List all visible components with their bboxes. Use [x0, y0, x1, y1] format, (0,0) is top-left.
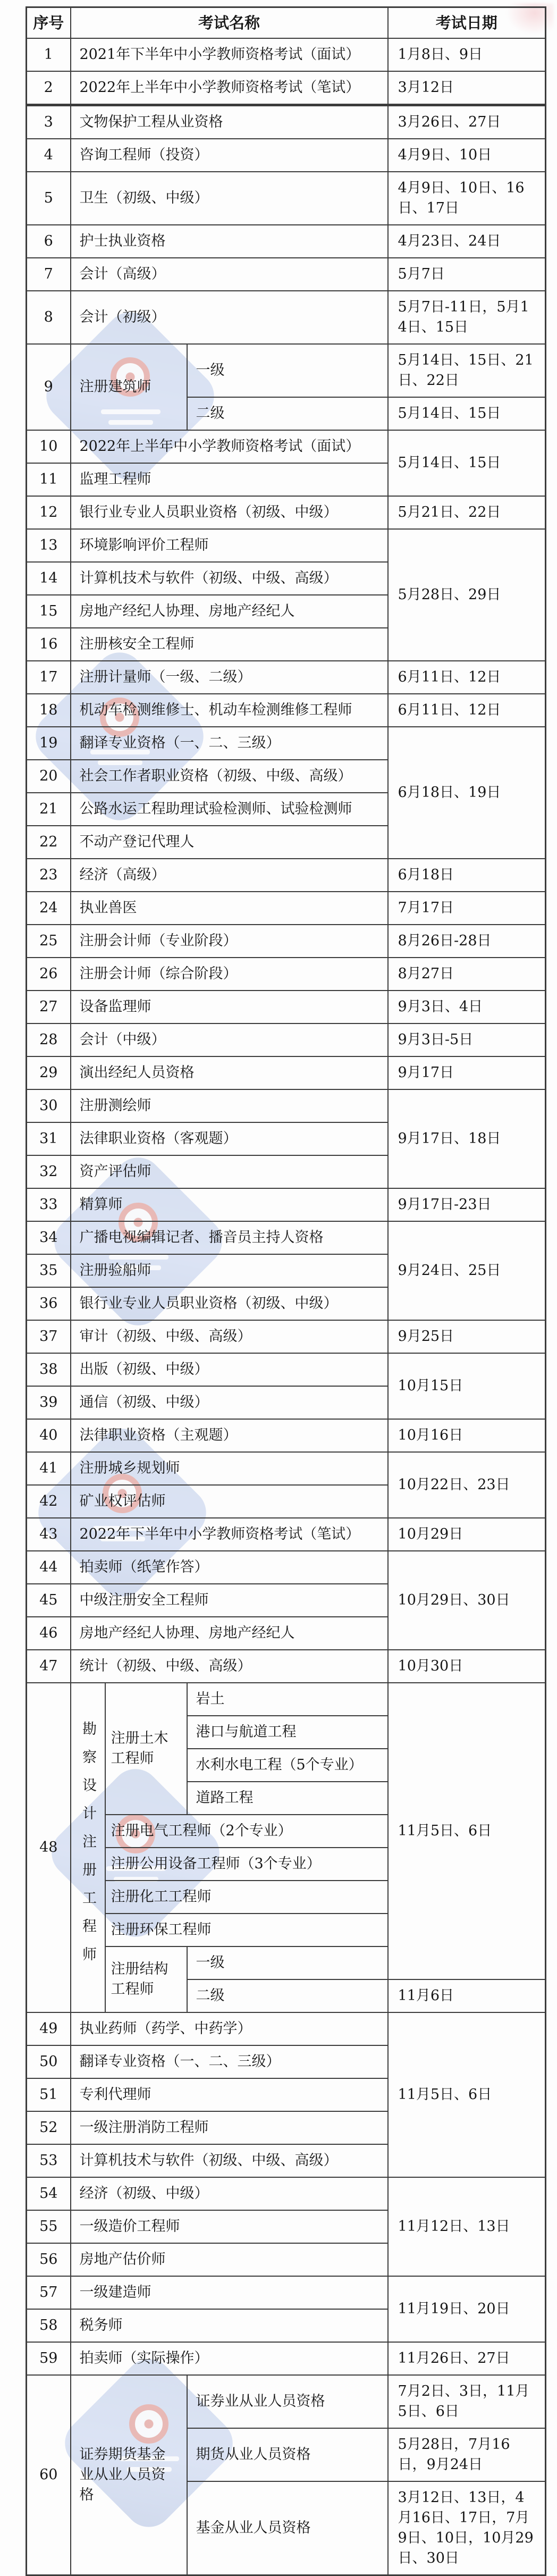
table-row — [27, 1023, 546, 1056]
exam-date: 4月9日、10日、16日、17日 — [388, 172, 546, 225]
exam-date: 6月11日、12日 — [388, 694, 546, 727]
table-row — [27, 344, 546, 397]
exam-name: 注册计量师（一级、二级） — [71, 661, 388, 694]
row-number: 15 — [27, 595, 71, 628]
row-number: 8 — [27, 291, 71, 344]
exam-date: 10月29日 — [388, 1518, 546, 1551]
exam-name: 经济（初级、中级） — [71, 2177, 388, 2210]
row-number: 44 — [27, 1551, 71, 1584]
row-number: 60 — [27, 2375, 71, 2575]
exam-name: 环境影响评价工程师 — [71, 529, 388, 562]
exam-name: 注册核安全工程师 — [71, 628, 388, 661]
exam-subgroup: 注册环保工程师 — [105, 1914, 388, 1946]
exam-name: 会计（初级） — [71, 291, 388, 344]
exam-date: 4月23日、24日 — [388, 225, 546, 258]
table-row — [27, 1221, 546, 1254]
row-number: 17 — [27, 661, 71, 694]
exam-name: 统计（初级、中级、高级） — [71, 1650, 388, 1683]
exam-name: 机动车检测维修士、机动车检测维修工程师 — [71, 694, 388, 727]
column-header: 序号 — [27, 7, 71, 39]
exam-subgroup: 注册结构工程师 — [105, 1946, 187, 2012]
row-number: 33 — [27, 1188, 71, 1221]
row-number: 45 — [27, 1584, 71, 1617]
exam-name: 一级造价工程师 — [71, 2210, 388, 2243]
row-number: 23 — [27, 859, 71, 892]
exam-name: 中级注册安全工程师 — [71, 1584, 388, 1617]
row-number: 19 — [27, 727, 71, 760]
table-row — [27, 38, 546, 71]
exam-name: 不动产登记代理人 — [71, 826, 388, 859]
exam-name: 房地产估价师 — [71, 2243, 388, 2276]
exam-schedule-body — [27, 7, 546, 2575]
row-number: 55 — [27, 2210, 71, 2243]
row-number: 2 — [27, 71, 71, 105]
exam-date: 6月18日、19日 — [388, 727, 546, 859]
row-number: 46 — [27, 1617, 71, 1650]
row-number: 47 — [27, 1650, 71, 1683]
table-row — [27, 694, 546, 727]
row-number: 38 — [27, 1353, 71, 1386]
table-row — [27, 105, 546, 139]
exam-name: 拍卖师（纸笔作答） — [71, 1551, 388, 1584]
table-row — [27, 172, 546, 225]
row-number: 50 — [27, 2045, 71, 2078]
exam-date: 4月9日、10日 — [388, 139, 546, 172]
row-number: 31 — [27, 1122, 71, 1155]
exam-name: 专利代理师 — [71, 2078, 388, 2111]
column-header: 考试日期 — [388, 7, 546, 39]
exam-name: 审计（初级、中级、高级） — [71, 1320, 388, 1353]
exam-date: 10月15日 — [388, 1353, 546, 1419]
row-number: 28 — [27, 1023, 71, 1056]
exam-name: 法律职业资格（主观题） — [71, 1419, 388, 1452]
exam-date: 7月2日、3日，11月5日、6日 — [388, 2375, 546, 2428]
exam-date: 10月16日 — [388, 1419, 546, 1452]
exam-date: 5月14日、15日 — [388, 430, 546, 496]
exam-date: 8月27日 — [388, 958, 546, 991]
exam-schedule-table — [26, 6, 546, 2576]
exam-name: 精算师 — [71, 1188, 388, 1221]
exam-subitem: 一级 — [187, 344, 388, 397]
row-number: 52 — [27, 2111, 71, 2144]
row-number: 10 — [27, 430, 71, 463]
row-number: 41 — [27, 1452, 71, 1485]
exam-subgroup: 注册公用设备工程师（3个专业） — [105, 1848, 388, 1881]
exam-name: 文物保护工程从业资格 — [71, 105, 388, 139]
exam-name: 监理工程师 — [71, 463, 388, 496]
table-row — [27, 1650, 546, 1683]
row-number: 7 — [27, 258, 71, 291]
table-row — [27, 859, 546, 892]
exam-name: 房地产经纪人协理、房地产经纪人 — [71, 595, 388, 628]
exam-date: 8月26日-28日 — [388, 925, 546, 958]
row-number: 22 — [27, 826, 71, 859]
table-row — [27, 1353, 546, 1386]
exam-name: 银行业专业人员职业资格（初级、中级） — [71, 496, 388, 529]
exam-date: 5月14日、15日、21日、22日 — [388, 344, 546, 397]
exam-name: 法律职业资格（客观题） — [71, 1122, 388, 1155]
table-row — [27, 2177, 546, 2210]
exam-date: 10月30日 — [388, 1650, 546, 1683]
row-number: 5 — [27, 172, 71, 225]
row-number: 42 — [27, 1485, 71, 1518]
row-number: 18 — [27, 694, 71, 727]
exam-date: 3月26日、27日 — [388, 105, 546, 139]
category-vertical-label: 勘察设计注册工程师 — [71, 1683, 105, 2012]
row-number: 53 — [27, 2144, 71, 2177]
row-number: 37 — [27, 1320, 71, 1353]
table-row — [27, 991, 546, 1023]
exam-subgroup: 注册电气工程师（2个专业） — [105, 1815, 388, 1848]
exam-date: 10月29日、30日 — [388, 1551, 546, 1650]
exam-name: 注册验船师 — [71, 1254, 388, 1287]
exam-subitem: 岩土 — [187, 1683, 388, 1716]
exam-date: 11月12日、13日 — [388, 2177, 546, 2276]
exam-date: 5月21日、22日 — [388, 496, 546, 529]
row-number: 1 — [27, 38, 71, 71]
exam-date: 11月26日、27日 — [388, 2342, 546, 2375]
table-row — [27, 958, 546, 991]
exam-subitem: 道路工程 — [187, 1782, 388, 1815]
table-row — [27, 71, 546, 105]
table-row — [27, 496, 546, 529]
exam-date: 7月17日 — [388, 892, 546, 925]
exam-subitem: 基金从业人员资格 — [187, 2481, 388, 2575]
table-row — [27, 430, 546, 463]
exam-name: 会计（高级） — [71, 258, 388, 291]
row-number: 29 — [27, 1056, 71, 1089]
exam-date: 9月25日 — [388, 1320, 546, 1353]
exam-name: 计算机技术与软件（初级、中级、高级） — [71, 2144, 388, 2177]
row-number: 59 — [27, 2342, 71, 2375]
exam-date: 11月5日、6日 — [388, 1683, 546, 1979]
table-row — [27, 225, 546, 258]
header-row — [27, 7, 546, 39]
table-row — [27, 1089, 546, 1122]
row-number: 14 — [27, 562, 71, 595]
exam-subitem: 港口与航道工程 — [187, 1716, 388, 1749]
exam-name: 会计（中级） — [71, 1023, 388, 1056]
exam-date: 9月24日、25日 — [388, 1221, 546, 1320]
row-number: 20 — [27, 760, 71, 793]
table-row — [27, 1419, 546, 1452]
exam-name: 注册会计师（专业阶段） — [71, 925, 388, 958]
exam-name: 注册会计师（综合阶段） — [71, 958, 388, 991]
table-row — [27, 2342, 546, 2375]
exam-name: 2022年下半年中小学教师资格考试（笔试） — [71, 1518, 388, 1551]
exam-date: 11月5日、6日 — [388, 2012, 546, 2177]
row-number: 34 — [27, 1221, 71, 1254]
table-row — [27, 529, 546, 562]
exam-name: 广播电视编辑记者、播音员主持人资格 — [71, 1221, 388, 1254]
exam-name: 出版（初级、中级） — [71, 1353, 388, 1386]
table-row — [27, 1551, 546, 1584]
exam-name: 咨询工程师（投资） — [71, 139, 388, 172]
table-row — [27, 139, 546, 172]
exam-name: 2021年下半年中小学教师资格考试（面试） — [71, 38, 388, 71]
exam-subitem: 期货从业人员资格 — [187, 2428, 388, 2481]
row-number: 58 — [27, 2309, 71, 2342]
row-number: 3 — [27, 105, 71, 139]
exam-date: 5月14日、15日 — [388, 397, 546, 430]
table-row — [27, 925, 546, 958]
exam-date: 6月11日、12日 — [388, 661, 546, 694]
table-row — [27, 892, 546, 925]
row-number: 49 — [27, 2012, 71, 2045]
row-number: 24 — [27, 892, 71, 925]
exam-subgroup: 注册化工工程师 — [105, 1881, 388, 1914]
table-row — [27, 1683, 546, 1716]
exam-name: 翻译专业资格（一、二、三级） — [71, 727, 388, 760]
row-number: 12 — [27, 496, 71, 529]
exam-name: 社会工作者职业资格（初级、中级、高级） — [71, 760, 388, 793]
column-header: 考试名称 — [71, 7, 388, 39]
row-number: 35 — [27, 1254, 71, 1287]
exam-name: 资产评估师 — [71, 1155, 388, 1188]
table-row — [27, 1056, 546, 1089]
exam-name: 通信（初级、中级） — [71, 1386, 388, 1419]
exam-name: 执业兽医 — [71, 892, 388, 925]
exam-date: 3月12日、13日，4月16日、17日，7月9日、10日，10月29日、30日 — [388, 2481, 546, 2575]
exam-date: 10月22日、23日 — [388, 1452, 546, 1518]
table-row — [27, 2012, 546, 2045]
row-number: 11 — [27, 463, 71, 496]
exam-name: 银行业专业人员职业资格（初级、中级） — [71, 1287, 388, 1320]
row-number: 9 — [27, 344, 71, 430]
exam-name: 设备监理师 — [71, 991, 388, 1023]
exam-name: 执业药师（药学、中药学） — [71, 2012, 388, 2045]
row-number: 13 — [27, 529, 71, 562]
table-row — [27, 1518, 546, 1551]
row-number: 39 — [27, 1386, 71, 1419]
exam-name: 翻译专业资格（一、二、三级） — [71, 2045, 388, 2078]
exam-date: 5月28日、29日 — [388, 529, 546, 661]
row-number: 56 — [27, 2243, 71, 2276]
row-number: 30 — [27, 1089, 71, 1122]
row-number: 32 — [27, 1155, 71, 1188]
exam-date: 6月18日 — [388, 859, 546, 892]
exam-date: 11月19日、20日 — [388, 2276, 546, 2342]
exam-date: 1月8日、9日 — [388, 38, 546, 71]
exam-date: 11月6日 — [388, 1979, 546, 2012]
table-row — [27, 1188, 546, 1221]
exam-subitem: 一级 — [187, 1946, 388, 1979]
table-row — [27, 661, 546, 694]
row-number: 4 — [27, 139, 71, 172]
exam-name: 演出经纪人员资格 — [71, 1056, 388, 1089]
exam-name: 卫生（初级、中级） — [71, 172, 388, 225]
row-number: 40 — [27, 1419, 71, 1452]
exam-name: 一级注册消防工程师 — [71, 2111, 388, 2144]
exam-name: 拍卖师（实际操作） — [71, 2342, 388, 2375]
exam-date: 5月7日-11日，5月14日、15日 — [388, 291, 546, 344]
row-number: 43 — [27, 1518, 71, 1551]
row-number: 21 — [27, 793, 71, 826]
table-row — [27, 258, 546, 291]
exam-name: 计算机技术与软件（初级、中级、高级） — [71, 562, 388, 595]
exam-name: 注册测绘师 — [71, 1089, 388, 1122]
exam-name: 注册城乡规划师 — [71, 1452, 388, 1485]
exam-date: 5月28日，7月16日，9月24日 — [388, 2428, 546, 2481]
exam-name: 矿业权评估师 — [71, 1485, 388, 1518]
row-number: 36 — [27, 1287, 71, 1320]
exam-name: 2022年上半年中小学教师资格考试（面试） — [71, 430, 388, 463]
exam-name: 房地产经纪人协理、房地产经纪人 — [71, 1617, 388, 1650]
row-number: 54 — [27, 2177, 71, 2210]
exam-name: 经济（高级） — [71, 859, 388, 892]
exam-name: 2022年上半年中小学教师资格考试（笔试） — [71, 71, 388, 105]
exam-date: 9月17日-23日 — [388, 1188, 546, 1221]
exam-name: 证券期货基金业从业人员资格 — [71, 2375, 187, 2575]
exam-name: 一级建造师 — [71, 2276, 388, 2309]
exam-subitem: 二级 — [187, 1979, 388, 2012]
row-number: 26 — [27, 958, 71, 991]
exam-subitem: 证券业从业人员资格 — [187, 2375, 388, 2428]
table-row — [27, 2375, 546, 2428]
exam-date: 9月17日 — [388, 1056, 546, 1089]
row-number: 25 — [27, 925, 71, 958]
row-number: 51 — [27, 2078, 71, 2111]
row-number: 6 — [27, 225, 71, 258]
exam-date: 3月12日 — [388, 71, 546, 105]
exam-date: 5月7日 — [388, 258, 546, 291]
exam-subitem: 水利水电工程（5个专业） — [187, 1749, 388, 1782]
table-row — [27, 1452, 546, 1485]
row-number: 27 — [27, 991, 71, 1023]
row-number: 57 — [27, 2276, 71, 2309]
exam-date: 9月17日、18日 — [388, 1089, 546, 1188]
table-row — [27, 291, 546, 344]
exam-name: 税务师 — [71, 2309, 388, 2342]
exam-subitem: 二级 — [187, 397, 388, 430]
exam-date: 9月3日-5日 — [388, 1023, 546, 1056]
exam-name: 公路水运工程助理试验检测师、试验检测师 — [71, 793, 388, 826]
row-number: 16 — [27, 628, 71, 661]
exam-date: 9月3日、4日 — [388, 991, 546, 1023]
exam-subgroup: 注册土木工程师 — [105, 1683, 187, 1815]
table-row — [27, 2276, 546, 2309]
exam-name: 护士执业资格 — [71, 225, 388, 258]
table-row — [27, 727, 546, 760]
row-number: 48 — [27, 1683, 71, 2012]
table-row — [27, 1320, 546, 1353]
exam-name: 注册建筑师 — [71, 344, 187, 430]
